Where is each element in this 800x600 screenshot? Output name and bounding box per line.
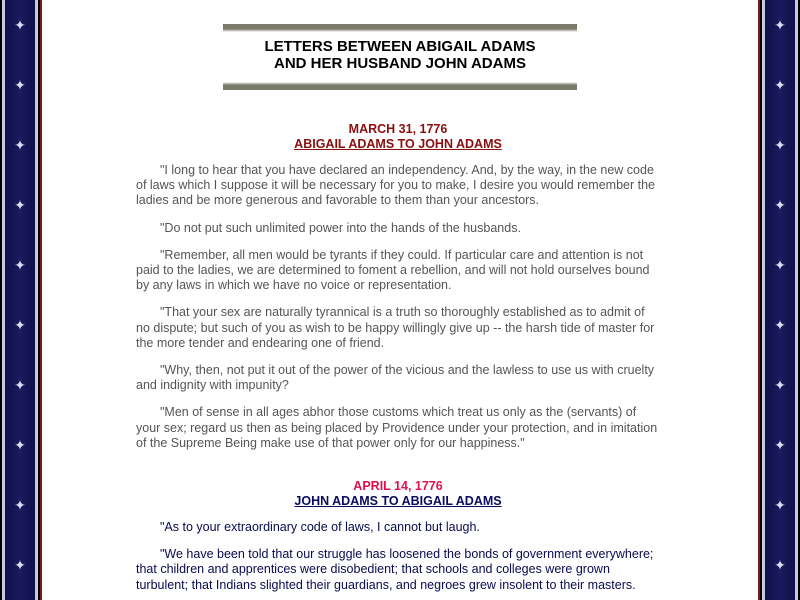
left-border-edge <box>40 0 42 600</box>
star-icon: ✦ <box>14 258 26 274</box>
page-content <box>136 24 660 593</box>
right-border-decoration <box>760 0 800 600</box>
star-icon: ✦ <box>774 138 786 154</box>
paragraph: "We have been told that our struggle has loosened the bonds of government everywhere; that children and apprentices were disobedient; that schools and colleges were grown turbulent; that Indians slighted their guardians, and negroes grew insolent to their masters. <box>136 547 654 592</box>
page-title <box>223 38 577 72</box>
star-icon: ✦ <box>774 18 786 34</box>
star-icon: ✦ <box>774 378 786 394</box>
star-icon: ✦ <box>14 18 26 34</box>
paragraph: "Remember, all men would be tyrants if they could. If particular care and attention is not paid to the ladies, we are determined to foment a rebellion, and will not hold ourselves bound by any laws in which we have no voice or representation. <box>136 247 650 293</box>
star-icon: ✦ <box>774 318 786 334</box>
paragraph: "As to your extraordinary code of laws, I cannot but laugh. <box>160 520 480 535</box>
star-icon: ✦ <box>774 498 786 514</box>
letter-1-date: MARCH 31, 1776 <box>348 122 448 136</box>
star-icon: ✦ <box>774 78 786 94</box>
star-icon: ✦ <box>14 138 26 154</box>
star-icon: ✦ <box>14 498 26 514</box>
paragraph: "Do not put such unlimited power into the hands of the husbands. <box>160 220 521 235</box>
page-title-line-2: AND HER HUSBAND JOHN ADAMS <box>274 55 526 72</box>
star-icon: ✦ <box>774 258 786 274</box>
star-icon: ✦ <box>774 438 786 454</box>
paragraph: "Why, then, not put it out of the power of the vicious and the lawless to use us with cruelty and indignity with impunity? <box>136 363 655 393</box>
letter-2-body <box>136 520 660 593</box>
left-border-decoration <box>0 0 40 600</box>
star-icon: ✦ <box>14 318 26 334</box>
star-icon: ✦ <box>14 438 26 454</box>
star-icon: ✦ <box>14 558 26 574</box>
right-border-edge <box>758 0 760 600</box>
star-icon: ✦ <box>774 198 786 214</box>
star-icon: ✦ <box>14 378 26 394</box>
star-icon: ✦ <box>774 558 786 574</box>
letter-1-from-to: ABIGAIL ADAMS TO JOHN ADAMS <box>294 137 502 151</box>
page-title-line-1: LETTERS BETWEEN ABIGAIL ADAMS <box>264 38 536 55</box>
paragraph: "Men of sense in all ages abhor those customs which treat us only as the (servants) of your sex; regard us then as being placed by Providence under your protection, and in imitation of the Supreme Being make use of that power only for our happiness." <box>136 405 658 450</box>
star-icon: ✦ <box>14 198 26 214</box>
letter-2-from-to: JOHN ADAMS TO ABIGAIL ADAMS <box>294 494 502 509</box>
paragraph: "I long to hear that you have declared an independency. And, by the way, in the new code of laws which I suppose it will be necessary for you to make, I desire you would remember the ladies and be more generous and favorable to them than your ancestors. <box>136 163 655 208</box>
letter-1-body <box>136 163 660 451</box>
star-icon: ✦ <box>14 78 26 94</box>
letter-2-date: APRIL 14, 1776 <box>353 479 443 494</box>
page-title-banner <box>223 24 577 90</box>
paragraph: "That your sex are naturally tyrannical is a truth so thoroughly established as to admit of no dispute; but such of you as wish to be happy willingly give up -- the harsh tide of master for the more tender and endearing one of friend. <box>136 305 655 350</box>
